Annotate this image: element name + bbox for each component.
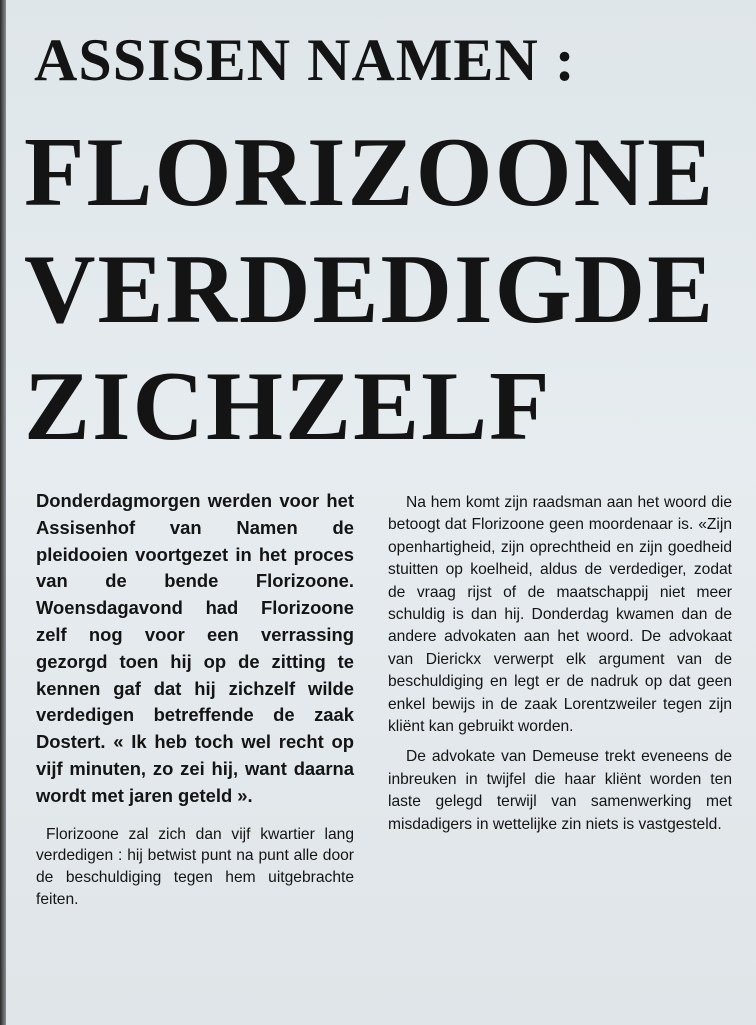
left-column (36, 488, 354, 910)
headline-line-2: VERDEDIGDE (24, 235, 716, 344)
headline-line-1: FLORIZOONE (24, 118, 716, 227)
right-column (388, 492, 732, 836)
right-paragraph-1: Na hem komt zijn raadsman aan het woord die betoogt dat Florizoone geen moordenaar is. «Zijn openhartigheid, zijn oprechtheid en zijn goedheid stuitten op koelheid, aldus de verdediger, zodat de vraag rijst of de maatschappij niet meer schuldig is dan hij. Donderdag kwamen dan de andere advokaten aan het woord. De advokaat van Dierickx verwerpt elk argument van de beschuldiging en legt er de nadruk op dat geen enkel bewijs in de zaak Lorentzweiler tegen zijn kliënt kan gebruikt worden. (388, 494, 732, 736)
clipping-edge-shadow (0, 0, 6, 1025)
body-paragraph: Florizoone zal zich dan vijf kwartier lang verdedigen : hij betwist punt na punt alle door de beschuldiging tegen hem uitgebrachte feiten. (36, 825, 354, 908)
lead-paragraph: Donderdagmorgen werden voor het Assisenhof van Namen de pleidooien voortgezet in het proces van de bende Florizoone. Woensdagavond had Florizoone zelf nog voor een verrassing gezorgd toen hij op de zitting te kennen gaf dat hij zichzelf wilde verdedigen betreffende de zaak Dostert. « Ik heb toch wel recht op vijf minuten, zo zei hij, want daarna wordt met jaren geteld ». (36, 490, 354, 806)
kicker-heading: ASSISEN NAMEN : (34, 27, 576, 93)
headline-line-3: ZICHZELF (24, 352, 552, 461)
right-paragraph-2: De advokate van Demeuse trekt eveneens de inbreuken in twijfel die haar kliënt worden ten laste gelegd terwijl van samenwerking met misdadigers in wettelijke zin niets is vastgesteld. (388, 748, 732, 833)
main-headline (24, 114, 744, 465)
